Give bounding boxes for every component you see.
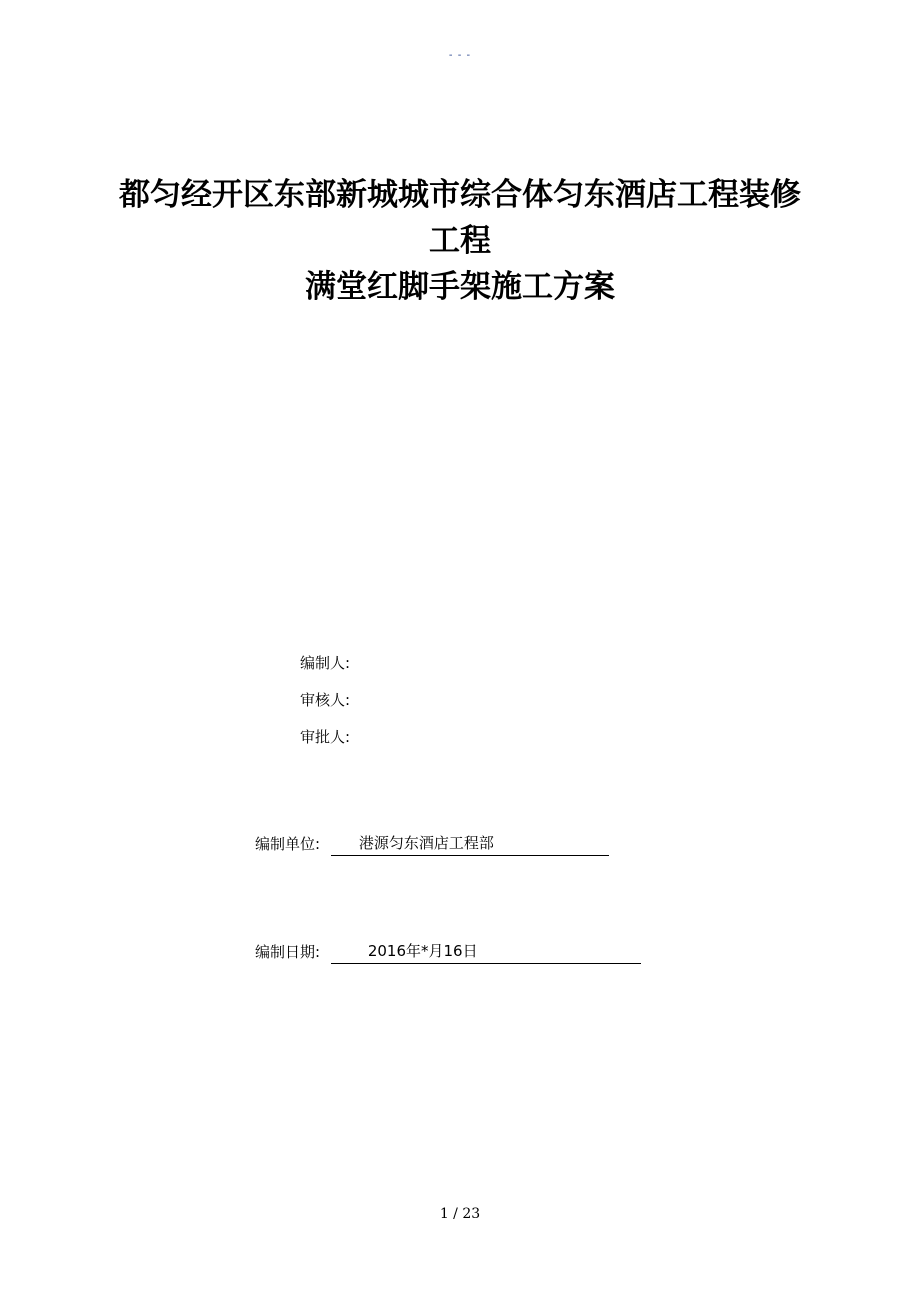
page-number: 1 / 23	[439, 1206, 481, 1222]
compile-unit-label: 编制单位:	[255, 835, 321, 853]
document-title	[40, 172, 880, 310]
title-line-1: 都匀经开区东部新城城市综合体匀东酒店工程装修	[119, 177, 801, 213]
title-line-3: 满堂红脚手架施工方案	[305, 269, 615, 305]
signer-list	[300, 648, 350, 759]
compile-unit-value: 港源匀东酒店工程部	[331, 832, 609, 856]
approver-label: 审批人:	[300, 728, 351, 746]
reviewer-label: 审核人:	[300, 691, 351, 709]
compile-date-value: 2016年*月16日	[331, 940, 641, 964]
compiler-label: 编制人:	[300, 654, 351, 672]
title-line-2: 工程	[429, 223, 491, 259]
header-mark: - - -	[448, 50, 472, 61]
compile-date-label: 编制日期:	[255, 943, 321, 961]
compile-date-row	[255, 940, 641, 964]
compile-unit-row	[255, 832, 609, 856]
